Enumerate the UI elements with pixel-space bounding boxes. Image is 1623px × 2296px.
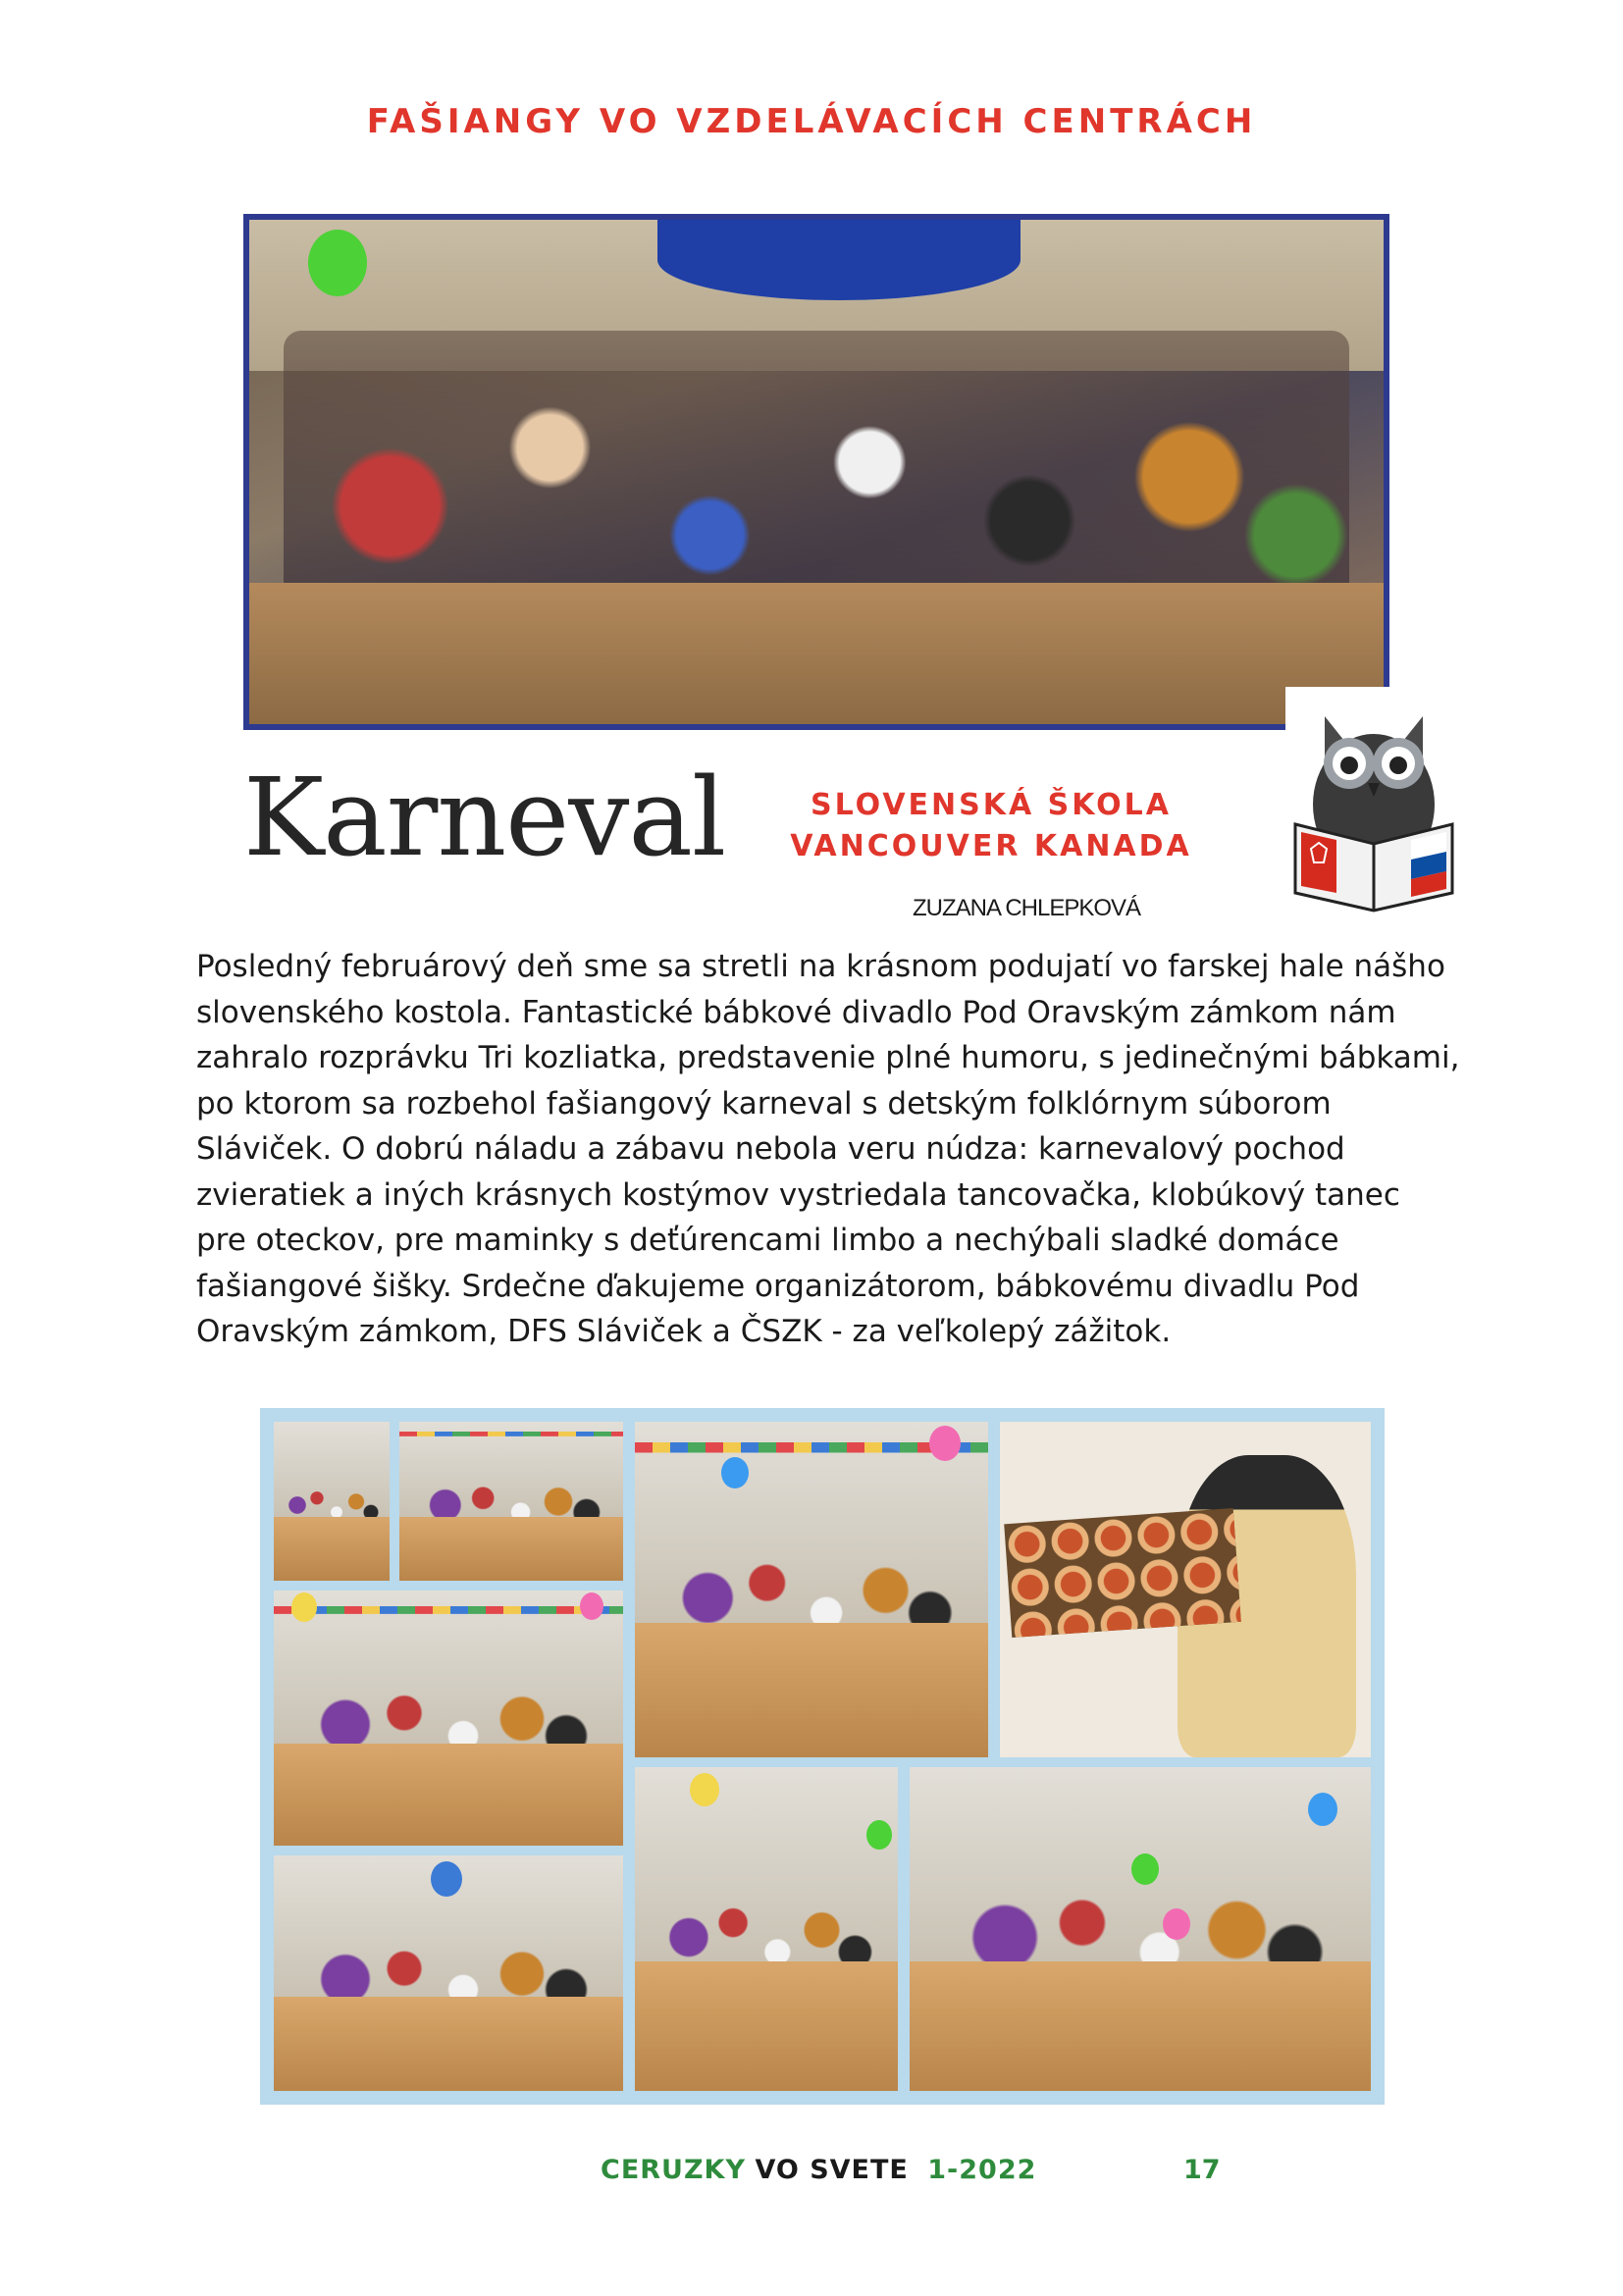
article-body xyxy=(196,944,1462,1355)
balloon-icon xyxy=(721,1457,749,1488)
collage-photo-dance-hall-3 xyxy=(635,1767,898,2091)
owl-reading-book-icon xyxy=(1285,687,1462,922)
balloon-icon xyxy=(929,1426,961,1461)
collage-photo-dance-hall-2 xyxy=(274,1591,623,1846)
photo-floor xyxy=(249,583,1384,724)
body-line: Posledný februárový deň sme sa stretli na krásnom podujatí vo farskej hale nášho xyxy=(196,949,1445,984)
balloon-icon xyxy=(291,1592,317,1622)
school-line-1: SLOVENSKÁ ŠKOLA xyxy=(810,788,1173,822)
hero-group-photo xyxy=(243,214,1389,730)
photo-umbrella xyxy=(657,220,1021,300)
body-line: Oravským zámkom, DFS Sláviček a ČSZK - za veľkolepý zážitok. xyxy=(196,1314,1172,1349)
footer-issue: 1-2022 xyxy=(927,2155,1037,2185)
school-line-2: VANCOUVER KANADA xyxy=(790,829,1192,863)
body-line: slovenského kostola. Fantastické bábkové divadlo Pod Oravským zámkom nám xyxy=(196,994,1396,1030)
photo-collage xyxy=(260,1408,1385,2105)
page-number: 17 xyxy=(1183,2155,1221,2185)
footer-brand-green: CERUZKY xyxy=(601,2155,747,2185)
collage-photo-parade-2 xyxy=(399,1422,623,1581)
footer-brand xyxy=(601,2155,1036,2185)
body-line: Sláviček. O dobrú náladu a zábavu nebola veru núdza: karnevalový pochod xyxy=(196,1131,1345,1167)
body-line: zvieratiek a iných krásnych kostýmov vystriedala tancovačka, klobúkový tanec xyxy=(196,1176,1400,1213)
body-line: zahralo rozprávku Tri kozliatka, predstavenie plné humoru, s jedinečnými bábkami, xyxy=(196,1040,1460,1075)
collage-photo-donut-tray xyxy=(1000,1422,1371,1757)
collage-photo-parade-1 xyxy=(274,1422,390,1581)
balloon-icon xyxy=(1163,1908,1190,1940)
body-line: pre oteckov, pre maminky s deťúrencami limbo a nechýbali sladké domáce xyxy=(196,1223,1339,1258)
photo-crowd xyxy=(284,331,1350,623)
collage-photo-dance-hall-1 xyxy=(635,1422,988,1757)
balloon-icon xyxy=(690,1773,719,1806)
balloon-icon xyxy=(1131,1853,1159,1885)
footer-brand-black: VO SVETE xyxy=(755,2155,909,2185)
balloon-icon xyxy=(866,1820,892,1850)
article-author: ZUZANA CHLEPKOVÁ xyxy=(913,895,1141,921)
body-line: fašiangové šišky. Srdečne ďakujeme organizátorom, bábkovému divadlu Pod xyxy=(196,1268,1360,1304)
body-line: po ktorom sa rozbehol fašiangový karneval s detským folklórnym súborom xyxy=(196,1085,1332,1122)
section-title: FAŠIANGY VO VZDELÁVACÍCH CENTRÁCH xyxy=(366,102,1257,141)
collage-photo-limbo-2 xyxy=(910,1767,1371,2091)
collage-photo-limbo-1 xyxy=(274,1855,623,2091)
balloon-icon xyxy=(580,1592,603,1620)
balloon-icon xyxy=(1308,1793,1337,1826)
article-title: Karneval xyxy=(243,755,726,880)
green-balloon-icon xyxy=(308,230,367,296)
balloon-icon xyxy=(431,1861,462,1897)
